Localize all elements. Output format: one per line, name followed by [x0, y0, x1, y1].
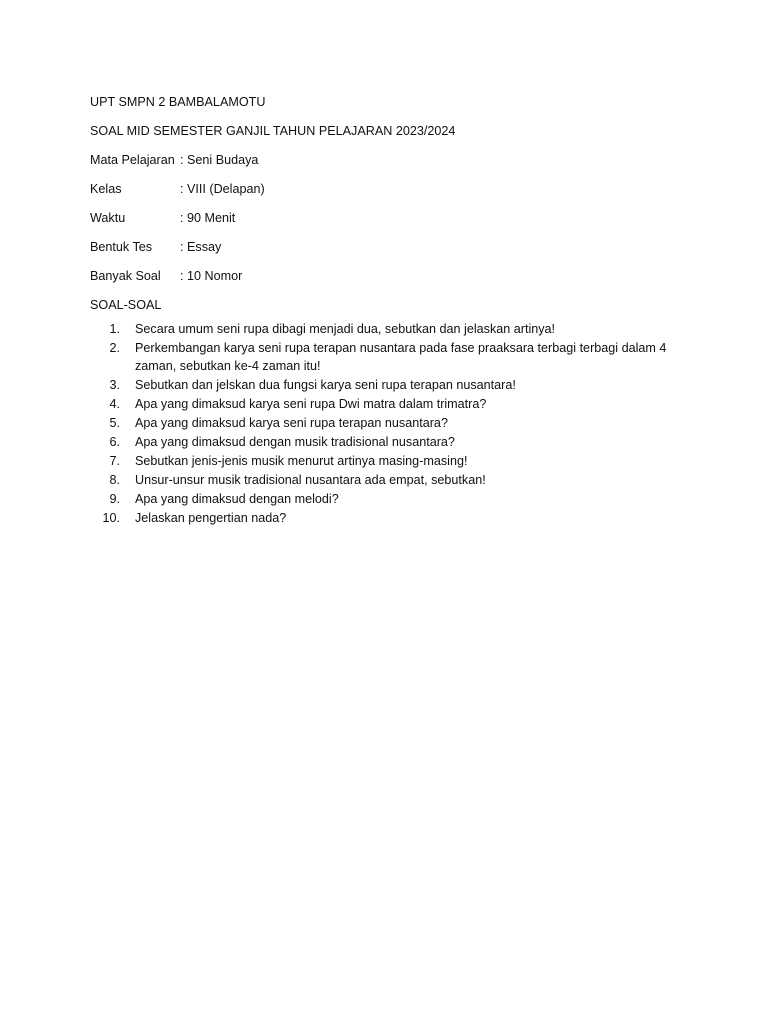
field-value: : Seni Budaya — [180, 153, 259, 167]
question-number: 4. — [109, 397, 120, 411]
question-number: 9. — [109, 492, 120, 506]
field-row-test-form — [90, 238, 690, 256]
question-text: Jelaskan pengertian nada? — [135, 511, 287, 525]
question-text: Apa yang dimaksud karya seni rupa terapan nusantara? — [135, 416, 448, 430]
exam-title: SOAL MID SEMESTER GANJIL TAHUN PELAJARAN 2023/2024 — [90, 124, 456, 138]
question-number: 3. — [109, 378, 120, 392]
document-content — [90, 93, 690, 528]
question-list — [90, 320, 690, 527]
field-row-question-count — [90, 267, 690, 285]
question-number: 10. — [102, 511, 120, 525]
list-item — [90, 452, 690, 470]
question-number: 2. — [109, 341, 120, 355]
list-item — [90, 320, 690, 338]
field-row-time — [90, 209, 690, 227]
question-number: 7. — [109, 454, 120, 468]
question-number: 6. — [109, 435, 120, 449]
field-value: : 90 Menit — [180, 211, 236, 225]
field-key: Bentuk Tes — [90, 240, 153, 254]
field-value: : VIII (Delapan) — [180, 182, 265, 196]
field-key: Waktu — [90, 211, 126, 225]
field-key: Kelas — [90, 182, 122, 196]
field-value: : Essay — [180, 240, 222, 254]
list-item — [90, 471, 690, 489]
list-item — [90, 433, 690, 451]
question-text: Apa yang dimaksud dengan melodi? — [135, 492, 339, 506]
section-heading: SOAL-SOAL — [90, 298, 162, 312]
list-item — [90, 395, 690, 413]
question-text: Sebutkan jenis-jenis musik menurut artinya masing-masing! — [135, 454, 468, 468]
question-number: 5. — [109, 416, 120, 430]
school-name: UPT SMPN 2 BAMBALAMOTU — [90, 95, 266, 109]
question-number: 8. — [109, 473, 120, 487]
question-text: Secara umum seni rupa dibagi menjadi dua, sebutkan dan jelaskan artinya! — [135, 322, 556, 336]
list-item — [90, 509, 690, 527]
field-row-subject — [90, 151, 690, 169]
question-text: Unsur-unsur musik tradisional nusantara ada empat, sebutkan! — [135, 473, 486, 487]
question-text: Sebutkan dan jelskan dua fungsi karya seni rupa terapan nusantara! — [135, 378, 516, 392]
question-text: Perkembangan karya seni rupa terapan nusantara pada fase praaksara terbagi terbagi dalam 4 zaman, sebutkan ke-4 zaman itu! — [135, 341, 667, 373]
field-key: Mata Pelajaran — [90, 153, 175, 167]
list-item — [90, 339, 690, 375]
field-value: : 10 Nomor — [180, 269, 243, 283]
question-text: Apa yang dimaksud karya seni rupa Dwi matra dalam trimatra? — [135, 397, 487, 411]
question-text: Apa yang dimaksud dengan musik tradisional nusantara? — [135, 435, 455, 449]
list-item — [90, 414, 690, 432]
list-item — [90, 490, 690, 508]
question-number: 1. — [109, 322, 120, 336]
field-row-class — [90, 180, 690, 198]
list-item — [90, 376, 690, 394]
field-key: Banyak Soal — [90, 269, 161, 283]
